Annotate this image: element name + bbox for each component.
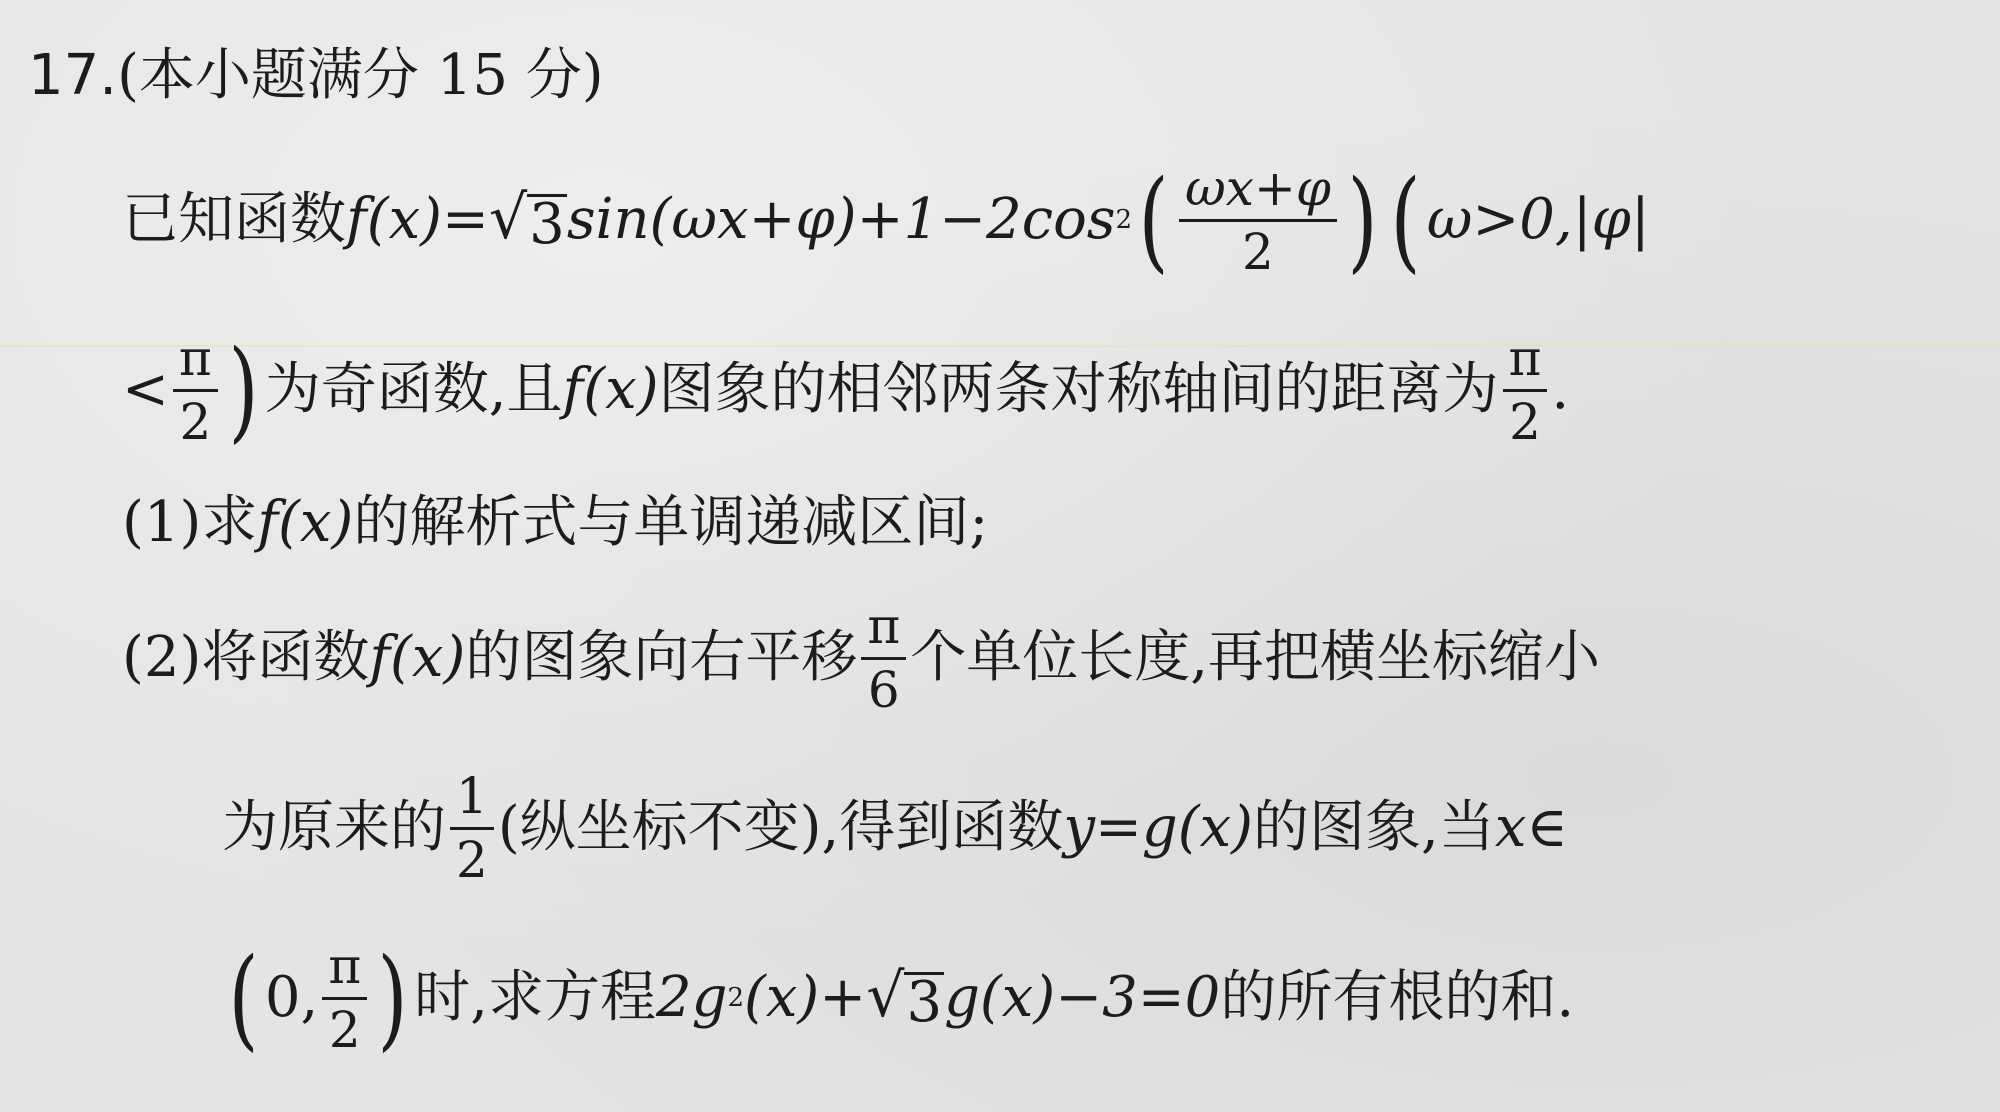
vertical-unchanged-text: (纵坐标不变),得到函数 xyxy=(497,795,1064,860)
fraction-numerator: π xyxy=(861,600,906,660)
square-exponent: 2 xyxy=(1115,205,1133,235)
right-big-paren: ) xyxy=(228,326,259,454)
problem-line-2 xyxy=(122,326,1570,454)
scale-text: 个单位长度,再把横坐标缩小 xyxy=(910,625,1601,690)
part-1 xyxy=(122,490,989,555)
function-f: f(x) xyxy=(257,490,354,555)
question-score: (本小题满分 15 分) xyxy=(117,43,604,108)
fraction-numerator: π xyxy=(1503,332,1548,392)
function-f: f(x) xyxy=(369,625,466,690)
distance-fraction xyxy=(1503,329,1548,451)
period: . xyxy=(1551,357,1570,422)
part-2-line-2 xyxy=(222,768,1568,888)
sqrt-value: 3 xyxy=(529,191,565,257)
fraction-numerator: π xyxy=(322,940,367,1000)
equation-intro: 时,求方程 xyxy=(414,965,656,1030)
part-2-line-3 xyxy=(222,934,1575,1062)
fraction-denominator: 2 xyxy=(1509,392,1541,451)
function-f: f(x) xyxy=(346,187,443,252)
fraction-denominator: 6 xyxy=(867,660,900,719)
function-g: y=g(x) xyxy=(1063,795,1253,860)
problem-line-1 xyxy=(122,156,1650,284)
condition-text: ω>0,|φ| xyxy=(1426,187,1650,252)
left-big-paren: ( xyxy=(1390,156,1421,284)
equation-part-b: (x)+ xyxy=(744,965,867,1030)
interval-end-fraction xyxy=(322,937,367,1059)
left-big-paren: ( xyxy=(1138,156,1169,284)
part-2-label: (2)将函数 xyxy=(122,625,370,690)
fraction-numerator: 1 xyxy=(450,770,494,830)
radical-icon: √ xyxy=(488,182,528,253)
function-f: f(x) xyxy=(562,357,659,422)
interval-start: 0, xyxy=(264,965,319,1030)
fraction-denominator: 2 xyxy=(328,1000,361,1059)
shift-text: 的图象向右平移 xyxy=(465,625,858,690)
pi-over-2-fraction xyxy=(173,329,218,451)
half-angle-fraction xyxy=(1179,159,1337,281)
equation-part-a: 2g xyxy=(655,965,728,1030)
sqrt-3 xyxy=(866,960,944,1035)
fraction-denominator: 2 xyxy=(456,830,488,889)
half-fraction xyxy=(450,767,494,889)
graph-when-text: 的图象,当 xyxy=(1253,795,1495,860)
original-text: 为原来的 xyxy=(222,795,446,860)
sqrt-3 xyxy=(488,182,567,257)
fraction-numerator: ωx+φ xyxy=(1179,162,1337,222)
symmetry-text: 图象的相邻两条对称轴间的距离为 xyxy=(658,357,1499,422)
equals-sign: = xyxy=(442,187,489,252)
right-big-paren: ) xyxy=(377,934,408,1062)
radical-icon: √ xyxy=(866,960,905,1031)
question-header xyxy=(28,43,604,108)
x-in: x∈ xyxy=(1494,795,1568,860)
odd-function-text: 为奇函数,且 xyxy=(264,357,563,422)
sqrt-value: 3 xyxy=(906,969,943,1035)
fraction-numerator: π xyxy=(173,332,218,392)
part-2-line-1 xyxy=(122,598,1600,718)
question-number: 17. xyxy=(28,43,118,108)
sum-of-roots-text: 的所有根的和. xyxy=(1220,965,1575,1030)
part-1-label: (1)求 xyxy=(122,490,258,555)
part-1-text: 的解析式与单调递减区间; xyxy=(353,490,989,555)
intro-text: 已知函数 xyxy=(122,187,346,252)
fraction-denominator: 2 xyxy=(179,392,212,451)
less-than-sign: < xyxy=(122,357,169,422)
left-big-paren: ( xyxy=(228,934,259,1062)
square-exponent: 2 xyxy=(727,983,744,1013)
fraction-denominator: 2 xyxy=(1242,222,1274,281)
sin-expression: sin(ωx+φ)+1−2cos xyxy=(566,187,1116,252)
equation-part-c: g(x)−3=0 xyxy=(944,965,1221,1030)
right-big-paren: ) xyxy=(1347,156,1378,284)
shift-fraction xyxy=(861,597,906,719)
